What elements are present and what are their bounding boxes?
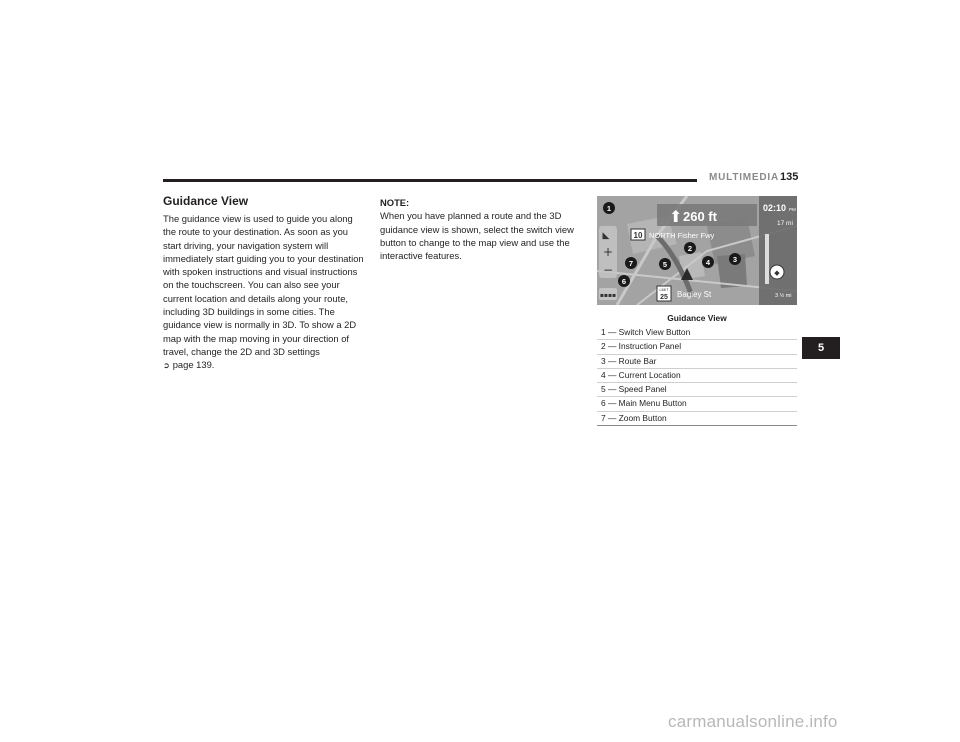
distance-to-turn: 260 ft	[683, 209, 717, 224]
legend-item: 1 — Switch View Button	[597, 326, 797, 340]
section-title: Guidance View	[163, 194, 249, 208]
callout-4-label: 4	[705, 258, 711, 267]
legend-item: 6 — Main Menu Button	[597, 397, 797, 411]
callout-5	[659, 258, 671, 270]
chapter-tab: 5	[802, 337, 840, 359]
route-bar-icon	[765, 234, 769, 284]
arrival-time-suffix: PM	[789, 207, 796, 212]
legend-item: 7 — Zoom Button	[597, 412, 797, 426]
legend-item: 5 — Speed Panel	[597, 383, 797, 397]
callout-3-label: 3	[732, 255, 738, 264]
callout-5-label: 5	[662, 260, 668, 269]
callout-4	[702, 256, 714, 268]
road-name: NORTH Fisher Fwy	[649, 231, 715, 240]
note-text: When you have planned a route and the 3D guidance view is shown, select the switch view button to change to the map view and use the interactive features.	[380, 210, 574, 262]
street-name: Bagley St	[677, 290, 712, 299]
page-reference-text: page 139.	[172, 359, 215, 371]
callout-6-label: 6	[621, 277, 627, 286]
callout-1-label: 1	[606, 204, 612, 213]
minus-icon[interactable]: −	[602, 263, 614, 277]
route-number: 10	[633, 231, 643, 240]
navigation-map-illustration	[597, 196, 797, 305]
page-reference-link[interactable]	[163, 359, 214, 370]
arrow-right-icon: ➲	[163, 361, 170, 371]
note-block	[380, 196, 585, 262]
switch-view-icon[interactable]: ◣	[602, 231, 610, 241]
turn-arrow-icon: ⬆	[669, 207, 683, 226]
plus-icon[interactable]: +	[602, 245, 614, 259]
callout-7-label: 7	[628, 259, 634, 268]
body-paragraph-text: The guidance view is used to guide you along the route to your destination. As soon as you start driving, your navigation system will immediately start guiding you to your destination with spoken instructions and visual instructions on the touchscreen. You can also see your current location and details along your route, including 3D buildings in some cities. The guidance view is normally in 3D. To show a 2D map with the map moving in your direction of travel, change the 2D and 3D settings	[163, 213, 364, 357]
menu-icon[interactable]: ▪▪▪▪	[599, 292, 617, 299]
page-number: 135	[780, 171, 799, 183]
body-paragraph	[163, 212, 368, 373]
trip-distance: 17 mi	[777, 220, 793, 227]
legend-item: 3 — Route Bar	[597, 355, 797, 369]
guidance-view-figure	[597, 196, 797, 305]
callout-1	[603, 202, 615, 214]
callout-2-label: 2	[687, 244, 693, 253]
speed-limit-value: 25	[660, 294, 668, 301]
figure-caption: Guidance View	[667, 313, 727, 323]
figure-legend	[597, 326, 797, 426]
compass-needle: ◆	[774, 269, 780, 277]
callout-2	[684, 242, 696, 254]
note-label: NOTE:	[380, 197, 410, 208]
watermark: carmanualsonline.info	[668, 712, 838, 731]
legend-item: 2 — Instruction Panel	[597, 340, 797, 354]
header-rule	[163, 179, 697, 182]
callout-7	[625, 257, 637, 269]
callout-3	[729, 253, 741, 265]
header-section-title: MULTIMEDIA	[709, 172, 780, 183]
callout-6	[618, 275, 630, 287]
body-text	[163, 212, 368, 373]
legend-item: 4 — Current Location	[597, 369, 797, 383]
arrival-time: 02:10	[763, 203, 787, 213]
bottom-distance: 3 ½ mi	[775, 293, 792, 299]
speed-limit-label: LIMIT	[659, 288, 669, 292]
